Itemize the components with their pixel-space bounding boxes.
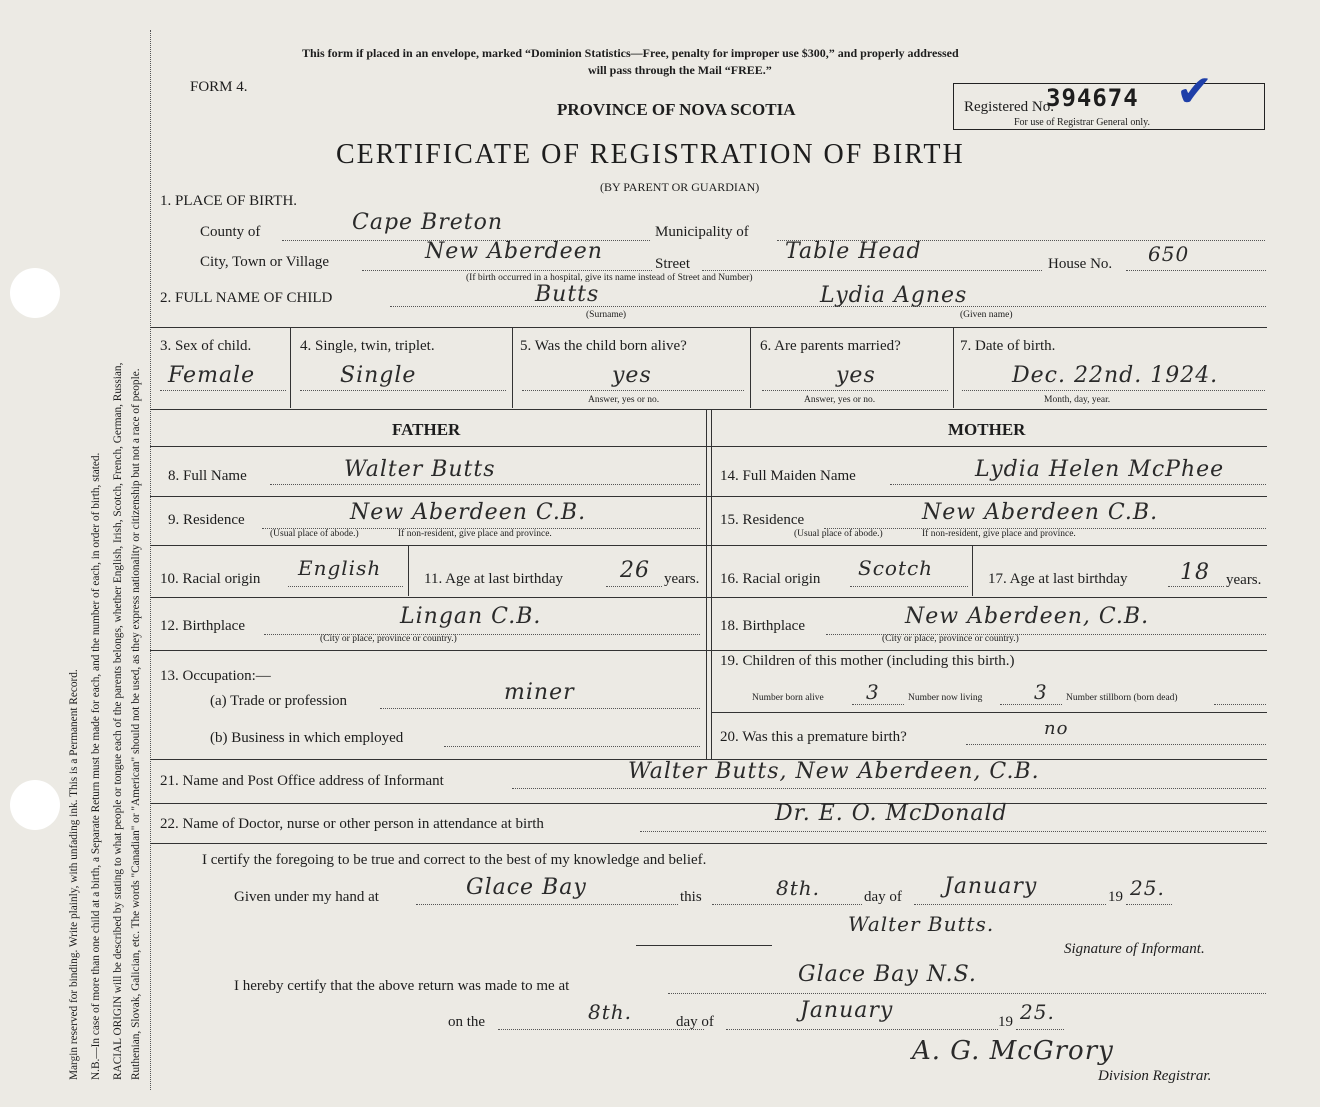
trade-label: (a) Trade or profession: [210, 693, 348, 709]
surname-note: (Surname): [586, 310, 627, 320]
municipality-label: Municipality of: [655, 224, 749, 240]
registered-label: Registered No.: [964, 99, 1054, 115]
father-birthplace-label: 12. Birthplace: [160, 618, 245, 634]
margin-note-4: Ruthenian, Slovak, Galician, etc. The words "Canadian" or "American" should not be used, as they express nationality or citizenship but not a race of people.: [130, 368, 142, 1080]
informant-signature: Walter Butts.: [848, 912, 995, 936]
dob-note: Month, day, year.: [1044, 395, 1111, 405]
doctor-label: 22. Name of Doctor, nurse or other person in attendance at birth: [160, 816, 544, 832]
certificate-subtitle: (BY PARENT OR GUARDIAN): [600, 180, 760, 194]
mother-birthplace-label: 18. Birthplace: [720, 618, 805, 634]
now-living-count: 3: [1034, 680, 1048, 704]
born-alive-note: Answer, yes or no.: [588, 395, 660, 405]
county-value: Cape Breton: [352, 210, 504, 235]
plurality-value: Single: [340, 363, 417, 388]
county-label: County of: [200, 224, 261, 240]
father-birthplace-value: Lingan C.B.: [400, 604, 542, 629]
child-name-label: 2. FULL NAME OF CHILD: [160, 290, 333, 306]
margin-note-3: RACIAL ORIGIN will be described by stating to what people or tongue each of the parents belongs, whether English, Irish, Scotch, French, German, Russian,: [112, 362, 124, 1080]
born-alive-value: yes: [612, 363, 652, 388]
father-age-value: 26: [620, 558, 650, 583]
registrar-place: Glace Bay N.S.: [798, 962, 977, 987]
plurality-label: 4. Single, twin, triplet.: [300, 338, 435, 354]
father-age-years: years.: [664, 571, 700, 587]
father-racial-value: English: [298, 556, 382, 580]
mother-residence-value: New Aberdeen C.B.: [922, 500, 1159, 525]
certificate-title: CERTIFICATE OF REGISTRATION OF BIRTH: [336, 139, 965, 170]
occupation-label: 13. Occupation:—: [160, 668, 271, 684]
informant-signature-label: Signature of Informant.: [1064, 941, 1205, 957]
house-number-label: House No.: [1048, 256, 1113, 272]
year-prefix: 19: [1108, 889, 1123, 905]
mother-racial-value: Scotch: [858, 556, 934, 580]
doctor-value: Dr. E. O. McDonald: [775, 801, 1008, 826]
father-residence-label: 9. Residence: [168, 512, 245, 528]
given-under-label: Given under my hand at: [234, 889, 379, 905]
father-abode-note: (Usual place of abode.): [270, 529, 359, 539]
mother-birthplace-value: New Aberdeen, C.B.: [905, 604, 1150, 629]
father-residence-value: New Aberdeen C.B.: [350, 500, 587, 525]
dob-value: Dec. 22nd. 1924.: [1012, 363, 1219, 388]
mother-nonresident-note: If non-resident, give place and province.: [922, 529, 1076, 539]
born-alive-label: 5. Was the child born alive?: [520, 338, 687, 354]
house-number-value: 650: [1148, 242, 1190, 266]
dob-label: 7. Date of birth.: [960, 338, 1056, 354]
stillborn-count-label: Number stillborn (born dead): [1066, 693, 1178, 703]
registrar-year: 25.: [1020, 1000, 1055, 1024]
father-name-label: 8. Full Name: [168, 468, 247, 484]
born-alive-count-label: Number born alive: [752, 693, 824, 703]
mother-heading: MOTHER: [948, 420, 1026, 439]
registered-box: [953, 66, 1265, 130]
father-heading: FATHER: [392, 420, 461, 439]
city-label: City, Town or Village: [200, 254, 330, 270]
form-number: FORM 4.: [190, 79, 248, 95]
binding-hole-top: [10, 268, 60, 318]
parents-married-label: 6. Are parents married?: [760, 338, 901, 354]
mother-birthplace-note: (City or place, province or country.): [882, 634, 1019, 644]
given-day: 8th.: [776, 876, 820, 900]
informant-label: 21. Name and Post Office address of Informant: [160, 773, 444, 789]
premature-label: 20. Was this a premature birth?: [720, 729, 907, 745]
registrar-month: January: [800, 998, 894, 1023]
mother-age-label: 17. Age at last birthday: [988, 571, 1128, 587]
mail-notice-line2: will pass through the Mail “FREE.”: [588, 63, 772, 77]
given-name-note: (Given name): [960, 310, 1013, 320]
registrar-statement: I hereby certify that the above return was made to me at: [234, 978, 570, 994]
father-nonresident-note: If non-resident, give place and province.: [398, 529, 552, 539]
trade-value: miner: [504, 680, 575, 705]
mother-racial-label: 16. Racial origin: [720, 571, 821, 587]
father-age-label: 11. Age at last birthday: [424, 571, 563, 587]
check-mark-icon: ✔: [1176, 66, 1213, 117]
street-value: Table Head: [785, 239, 922, 264]
binding-margin-line: [150, 30, 151, 1090]
margin-note-1: Margin reserved for binding. Write plainly, with unfading ink. This is a Permanent Record.: [68, 669, 80, 1080]
father-racial-label: 10. Racial origin: [160, 571, 261, 587]
hospital-note: (If birth occurred in a hospital, give its name instead of Street and Number): [466, 273, 753, 283]
premature-value: no: [1044, 718, 1069, 739]
mother-abode-note: (Usual place of abode.): [794, 529, 883, 539]
this-label: this: [680, 889, 702, 905]
registrar-day: 8th.: [588, 1000, 632, 1024]
certify-statement: I certify the foregoing to be true and correct to the best of my knowledge and belief.: [202, 852, 707, 868]
on-the-label: on the: [448, 1014, 486, 1030]
street-label: Street: [655, 256, 690, 272]
sex-label: 3. Sex of child.: [160, 338, 252, 354]
mother-name-label: 14. Full Maiden Name: [720, 468, 856, 484]
registrar-signature: A. G. McGrory: [912, 1036, 1114, 1066]
mother-age-value: 18: [1180, 560, 1210, 585]
province-heading: PROVINCE OF NOVA SCOTIA: [557, 100, 796, 119]
division-registrar-label: Division Registrar.: [1098, 1068, 1212, 1084]
child-given-name: Lydia Agnes: [820, 283, 968, 308]
father-name-value: Walter Butts: [344, 457, 496, 482]
binding-hole-bottom: [10, 780, 60, 830]
now-living-count-label: Number now living: [908, 693, 983, 703]
mother-age-years: years.: [1226, 572, 1262, 588]
reg-day-of-label: day of: [676, 1014, 714, 1030]
informant-value: Walter Butts, New Aberdeen, C.B.: [628, 759, 1040, 784]
born-alive-count: 3: [866, 680, 880, 704]
reg-year-prefix: 19: [998, 1014, 1013, 1030]
place-of-birth-heading: 1. PLACE OF BIRTH.: [160, 193, 298, 209]
children-label: 19. Children of this mother (including this birth.): [720, 653, 1015, 669]
mother-name-value: Lydia Helen McPhee: [975, 457, 1225, 482]
margin-note-2: N.B.—In case of more than one child at a birth, a Separate Return must be made for each, and the number of each, in order of birth, stated.: [90, 452, 102, 1080]
business-label: (b) Business in which employed: [210, 730, 404, 746]
mother-residence-label: 15. Residence: [720, 512, 805, 528]
day-of-label: day of: [864, 889, 902, 905]
city-value: New Aberdeen: [425, 239, 603, 264]
mail-notice-line1: This form if placed in an envelope, marked “Dominion Statistics—Free, penalty for improper use $300,” and properly addressed: [302, 46, 959, 60]
given-month: January: [944, 874, 1038, 899]
child-surname: Butts: [535, 282, 600, 307]
parents-married-value: yes: [836, 363, 876, 388]
registered-number: 394674: [1046, 84, 1139, 112]
given-place: Glace Bay: [466, 875, 587, 900]
registrar-general-note: For use of Registrar General only.: [1014, 117, 1150, 128]
sex-value: Female: [168, 363, 256, 388]
parents-married-note: Answer, yes or no.: [804, 395, 876, 405]
given-year: 25.: [1130, 876, 1165, 900]
father-birthplace-note: (City or place, province or country.): [320, 634, 457, 644]
